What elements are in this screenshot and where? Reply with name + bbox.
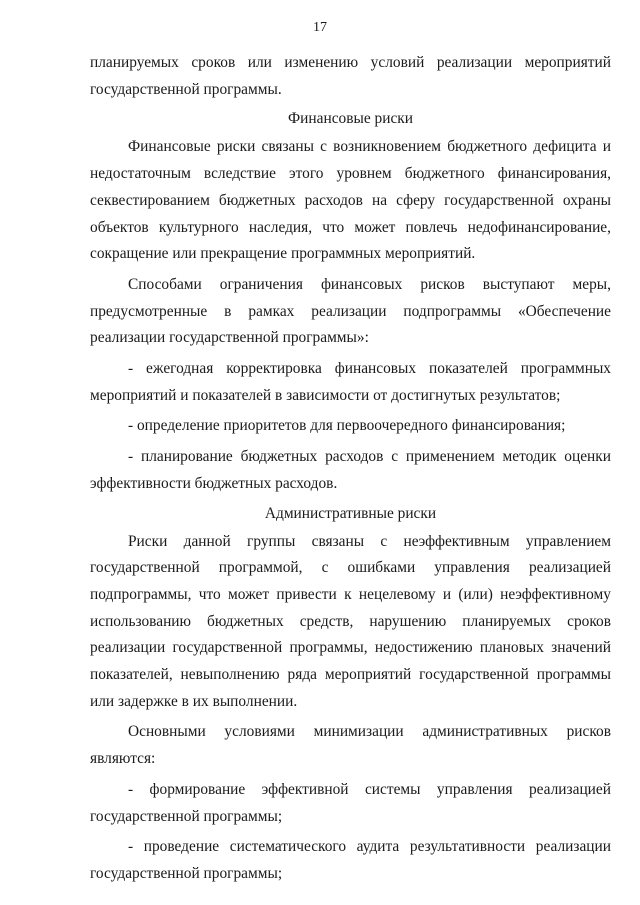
list-item-management-system: - формирование эффективной системы управления реализацией государственной программы; bbox=[90, 780, 611, 825]
document-body bbox=[90, 50, 611, 892]
list-item-annual-adjustment: - ежегодная корректировка финансовых показателей программных мероприятий и показателей в зависимости от достигнутых результатов; bbox=[90, 360, 611, 404]
heading-financial-risks: Финансовые риски bbox=[288, 110, 413, 128]
list-item-systematic-audit: - проведение систематического аудита результативности реализации государственной программы; bbox=[90, 838, 611, 882]
paragraph-limitation-methods: Способами ограничения финансовых рисков выступают меры, предусмотренные в рамках реализации подпрограммы «Обеспечение реализации государственной программы»: bbox=[90, 275, 611, 347]
heading-administrative-risks: Административные риски bbox=[264, 504, 437, 522]
paragraph-financial-risks: Финансовые риски связаны с возникновением бюджетного дефицита и недостаточным вследствие этого уровнем бюджетного финансирования, секвестированием бюджетных расходов на сферу государственной охраны объектов культурного наследия, что может повлечь недофинансирование, сокращение или прекращение программных мероприятий. bbox=[90, 138, 611, 263]
page-number: 17 bbox=[313, 20, 327, 35]
paragraph-continuation: планируемых сроков или изменению условий реализации мероприятий государственной программы. bbox=[90, 54, 611, 98]
list-item-priorities: - определение приоритетов для первоочередного финансирования; bbox=[128, 417, 566, 435]
paragraph-minimization-conditions: Основными условиями минимизации административных рисков являются: bbox=[90, 723, 611, 768]
paragraph-administrative-risks: Риски данной группы связаны с неэффективным управлением государственной программой, с ошибками управления реализацией подпрограммы, что может привести к нецелевому и (или) неэффективному использованию бюджетных средств, нарушению планируемых сроков реализации государственной программы, недостижению плановых значений показателей, невыполнению ряда мероприятий государственной программы или задержке в их выполнении. bbox=[90, 532, 611, 710]
list-item-budget-planning: - планирование бюджетных расходов с применением методик оценки эффективности бюджетных расходов. bbox=[90, 448, 611, 492]
